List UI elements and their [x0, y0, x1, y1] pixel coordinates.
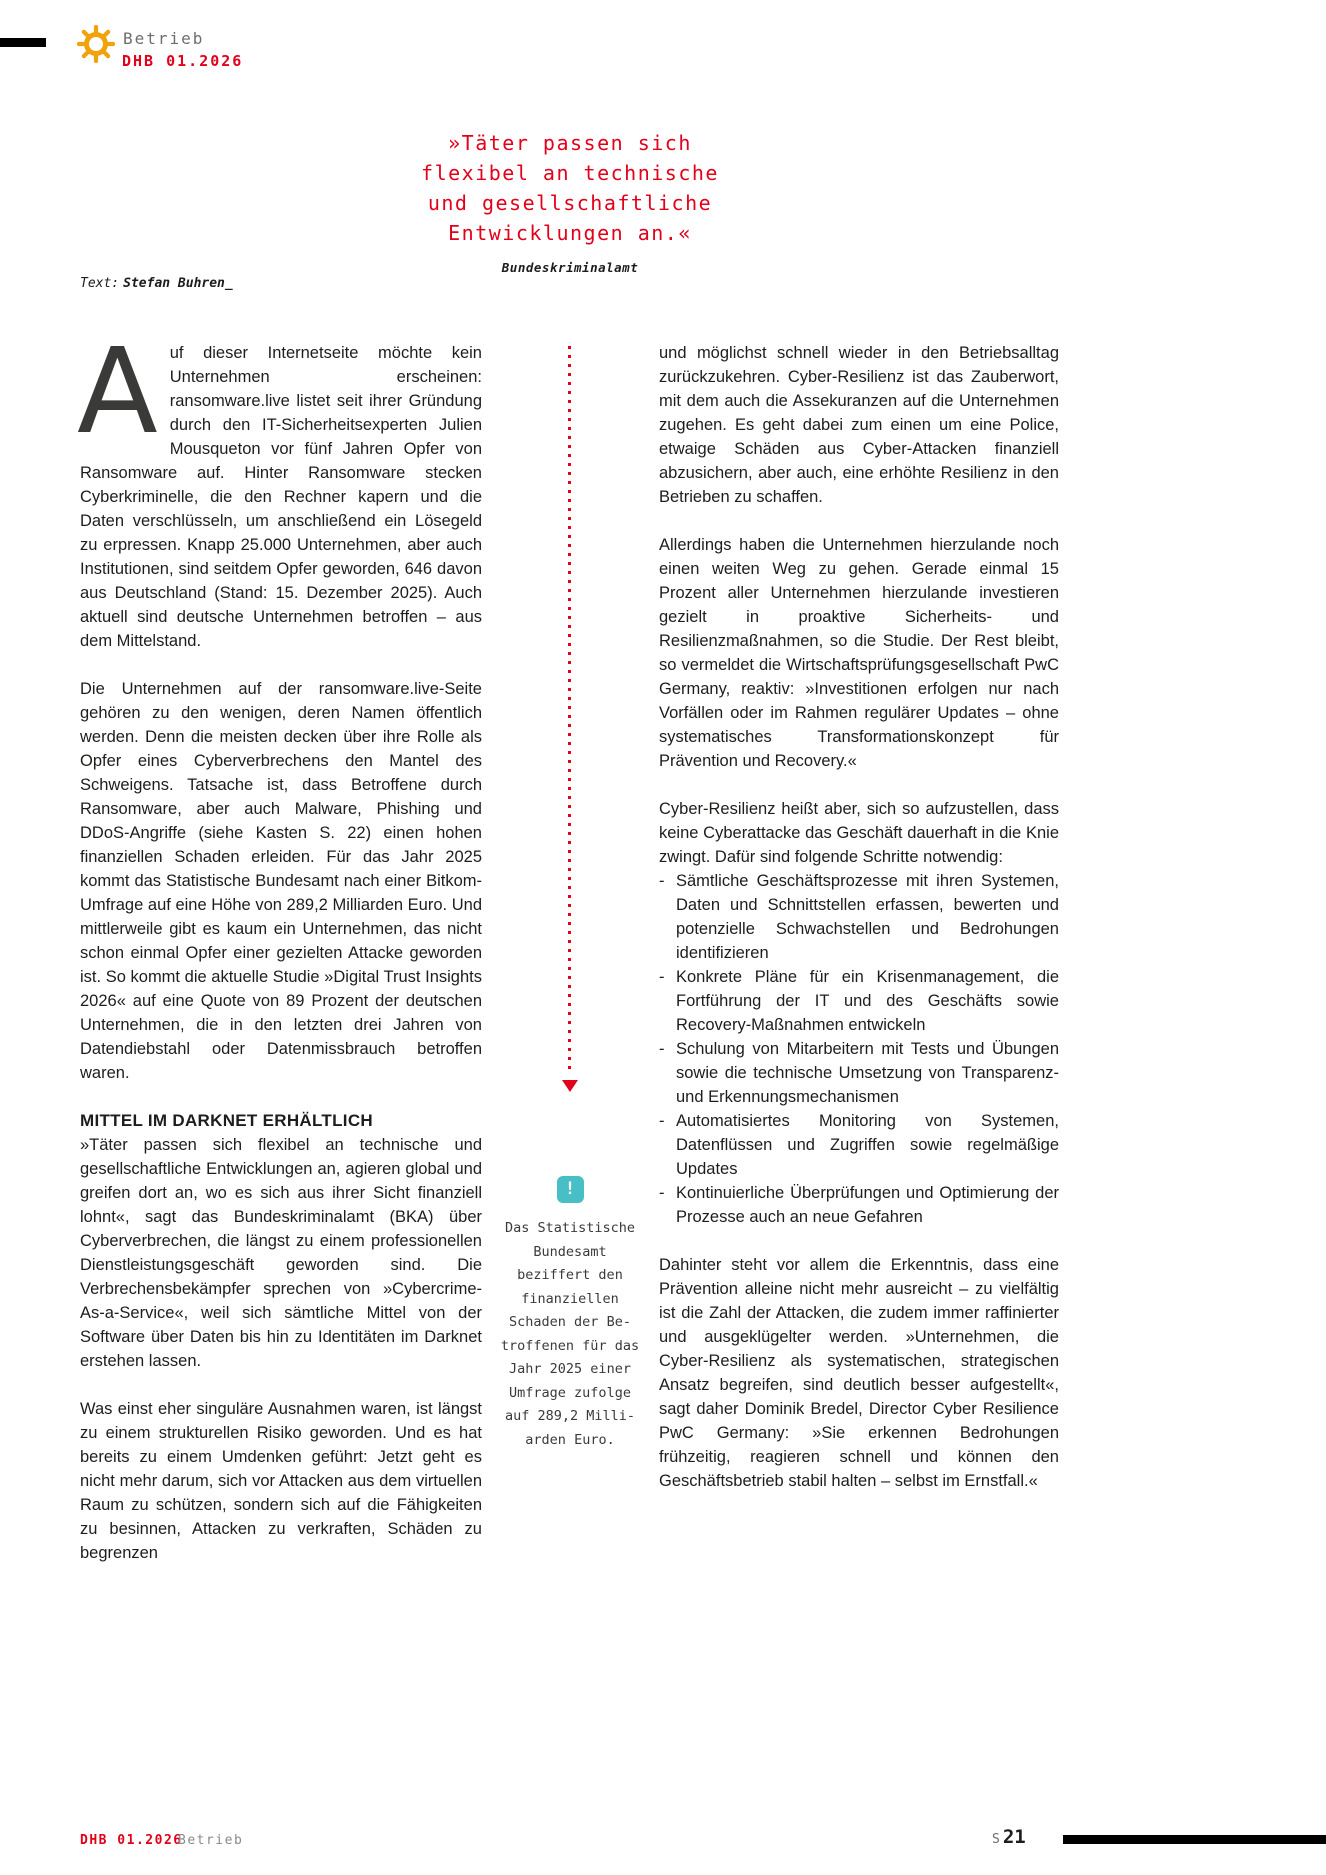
- callout-line: Schaden der Be-: [509, 1314, 631, 1330]
- paragraph-opening: [77, 322, 482, 653]
- pull-quote-line: »Täter passen sich: [448, 131, 692, 155]
- paragraph: Die Unternehmen auf der ransomware.live-Seite gehören zu den wenigen, deren Namen öffentlich werden. Denn die meisten decken über ihre Rolle als Opfer eines Cyberverbrechens den Mantel des Schweigens. Tatsache ist, dass Betroffene durch Ransomware, aber auch Malware, Phishing und DDoS-Angriffe (siehe Kasten S. 22) einen hohen finanziellen Schaden erleiden. Für das Jahr 2025 kommt das Statistische Bundesamt nach einer Bitkom-Umfrage auf eine Höhe von 289,2 Milliarden Euro. Und mittlerweile gibt es kaum ein Unternehmen, das nicht schon einmal Opfer einer gezielten Attacke geworden ist. So kommt die aktuelle Studie »Digital Trust Insights 2026« auf eine Quote von 89 Prozent der deutschen Unternehmen, die in den letzten drei Jahren von Datendiebstahl oder Datenmissbrauch betroffen waren.: [80, 680, 482, 1082]
- callout-line: beziffert den: [517, 1267, 623, 1283]
- paragraph: Was einst eher singuläre Ausnahmen waren, ist längst zu einem strukturellen Risiko geworden. Und es hat bereits zu einem Umdenken geführt: Jetzt geht es nicht mehr darum, sich vor Attacken aus dem virtuellen Raum zu schützen, sondern sich auf die Fähigkeiten zu besinnen, Attacken zu verkraften, Schäden zu begrenzen: [80, 1400, 482, 1562]
- paragraph: Dahinter steht vor allem die Erkenntnis, dass eine Prävention alleine nicht mehr ausreicht – zu vielfältig ist die Zahl der Attacken, die zudem immer raffinierter und ausgeklügelter werden. »Unternehmen, die Cyber-Resilienz als systematischen, strategischen Ansatz begreifen, sind deutlich besser aufgestellt«, sagt daher Dominik Bredel, Director Cyber Resilience PwC Germany: »Sie erkennen Bedrohungen frühzeitig, reagieren schnell und können den Geschäftsbetrieb stabil halten – selbst im Ernstfall.«: [659, 1256, 1059, 1490]
- pull-quote-attribution: Bundeskriminalamt: [501, 260, 639, 275]
- footer-issue-label: DHB 01.2026: [80, 1833, 183, 1848]
- callout-line: auf 289,2 Milli-: [504, 1408, 636, 1424]
- callout-line: arden Euro.: [525, 1431, 615, 1448]
- list-item: [659, 1181, 1059, 1229]
- header-issue-label: DHB 01.2026: [122, 52, 244, 70]
- byline: [80, 276, 233, 291]
- page-number-prefix: S: [992, 1832, 1000, 1847]
- bullet-text: Schulung von Mitarbeitern mit Tests und Übungen sowie die technische Umsetzung von Transparenz- und Erkennungsmechanismen: [676, 1040, 1059, 1106]
- stat-callout: [492, 1176, 648, 1452]
- bullet-text: Kontinuierliche Überprüfungen und Optimierung der Prozesse auch an neue Gefahren: [676, 1184, 1059, 1226]
- article-right-column: [659, 341, 1059, 1493]
- callout-line: troffenen für das: [500, 1337, 640, 1354]
- paragraph: Allerdings haben die Unternehmen hierzulande noch einen weiten Weg zu gehen. Gerade einmal 15 Prozent aller Unternehmen hierzulande investieren gezielt in proaktive Sicherheits- und Resilienzmaßnahmen, so die Studie. Der Rest bleibt, so vermeldet die Wirtschaftsprüfungsgesellschaft PwC Germany, reaktiv: »Investitionen erfolgen nur nach Vorfällen oder im Rahmen regulärer Updates – ohne systematisches Transformationskonzept für Prävention und Recovery.«: [659, 536, 1059, 770]
- exclamation-icon: !: [557, 1176, 584, 1203]
- footer-section-label: Betrieb: [178, 1833, 244, 1848]
- arrow-down-icon: [562, 1080, 578, 1092]
- bullet-marker: -: [659, 1184, 665, 1202]
- header-section-label: Betrieb: [123, 29, 205, 48]
- list-item: [659, 1037, 1059, 1109]
- bullet-text: Automatisiertes Monitoring von Systemen, Datenflüssen und Zugriffen sowie regelmäßige Updates: [676, 1112, 1059, 1178]
- article-left-column: [77, 322, 482, 1565]
- bullet-text: Konkrete Pläne für ein Krisenmanagement, die Fortführung der IT und des Geschäfts sowie Recovery-Maßnahmen entwickeln: [676, 968, 1059, 1034]
- paragraph-text: uf dieser Internetseite möchte kein Unternehmen erscheinen: ransomware.live listet seit ihrer Gründung durch den IT-Sicherheitsexperten Julien Mousqueton vor fünf Jahren Opfer von Ransomware auf. Hinter Ransomware stecken Cyberkriminelle, die den Rechner kapern und die Daten verschlüsseln, um anschließend ein Lösegeld zu erpressen. Knapp 25.000 Unternehmen, aber auch Institutionen, sind seitdem Opfer geworden, 646 davon aus Deutschland (Stand: 15. Dezember 2025). Auch aktuell sind deutsche Unternehmen betroffen – aus dem Mittelstand.: [80, 344, 482, 650]
- list-item: [659, 1109, 1059, 1181]
- bullet-marker: -: [659, 968, 665, 986]
- byline-prefix: Text:: [80, 276, 120, 291]
- callout-line: Bundesamt: [533, 1243, 607, 1260]
- callout-line: Umfrage zufolge: [509, 1384, 631, 1401]
- page-number: [992, 1826, 1026, 1848]
- bullet-marker: -: [659, 872, 665, 890]
- pull-quote-line: Entwicklungen an.«: [448, 221, 692, 245]
- bullet-marker: -: [659, 1040, 665, 1058]
- dotted-divider-line: [568, 346, 571, 1072]
- byline-author: Stefan Buhren_: [123, 276, 233, 291]
- paragraph: und möglichst schnell wieder in den Betriebsalltag zurückzukehren. Cyber-Resilienz ist das Zauberwort, mit dem auch die Assekuranzen auf die Unternehmen zugehen. Es geht dabei zum einen um eine Police, etwaige Schäden aus Cyber-Attacken finanziell abzusichern, aber auch, eine erhöhte Resilienz in den Betrieben zu schaffen.: [659, 344, 1059, 506]
- bottom-right-black-bar: [1063, 1835, 1326, 1844]
- pull-quote: [80, 128, 1060, 275]
- section-subhead: MITTEL IM DARKNET ERHÄLTLICH: [80, 1111, 373, 1130]
- callout-line: finanziellen: [521, 1290, 619, 1307]
- bullet-text: Sämtliche Geschäftsprozesse mit ihren Systemen, Daten und Schnittstellen erfassen, bewerten und potenzielle Schwachstellen und Bedrohungen identifizieren: [676, 872, 1059, 962]
- paragraph: »Täter passen sich flexibel an technische und gesellschaftliche Entwicklungen an, agieren global und greifen dort an, wo es sich aus ihrer Sicht finanziell lohnt«, sagt das Bundeskriminalamt (BKA) über Cyberverbrechen, die längst zu einem professionellen Dienstleistungsgeschäft geworden sind. Die Verbrechensbekämpfer sprechen von »Cybercrime-As-a-Service«, weil sich sämtliche Mittel von der Software über Daten bis hin zu Identitäten im Darknet erstehen lassen.: [80, 1136, 482, 1370]
- drop-cap: A: [77, 322, 158, 460]
- top-left-black-bar: [0, 38, 46, 47]
- bullet-marker: -: [659, 1112, 665, 1130]
- callout-line: Jahr 2025 einer: [509, 1361, 631, 1377]
- paragraph: Cyber-Resilienz heißt aber, sich so aufzustellen, dass keine Cyberattacke das Geschäft dauerhaft in die Knie zwingt. Dafür sind folgende Schritte notwendig:: [659, 800, 1059, 866]
- list-item: [659, 965, 1059, 1037]
- list-item: [659, 869, 1059, 965]
- gear-icon: [77, 25, 115, 63]
- pull-quote-line: und gesellschaftliche: [427, 191, 713, 215]
- pull-quote-line: flexibel an technische: [421, 161, 719, 185]
- page-number-value: 21: [1002, 1826, 1026, 1848]
- callout-line: Das Statistische: [504, 1220, 636, 1236]
